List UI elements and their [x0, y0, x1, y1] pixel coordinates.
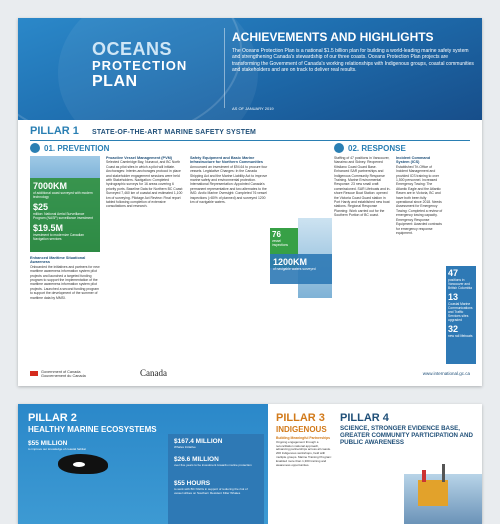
pillar-2-stat-1-caption: to improve our knowledge of coastal habitat [28, 447, 86, 451]
stat-lifeboats-caption: new rail lifeboats [448, 334, 473, 338]
stat-nasp-caption: million: National Aerial Surveillance Program (NASP) surveillance investment [33, 212, 93, 220]
pillar-1-name: STATE-OF-THE-ART MARINE SAFETY SYSTEM [91, 129, 257, 136]
stat-positions-caption: positions in Vancouver and British Columbia [448, 278, 473, 290]
stat-coast-surveyed-caption: of additional coast surveyed with modern technology [33, 191, 93, 199]
prevention-stats-panel [30, 178, 100, 252]
pillar-2-stat-3-caption: over five years to be investment towards marine protection [174, 463, 252, 467]
government-signature [41, 370, 86, 378]
canada-wordmark: Canada [140, 368, 167, 378]
footer [30, 368, 470, 382]
stat-vessel-inspections-caption: vessel inspections [272, 239, 288, 247]
orca-patch [73, 462, 85, 467]
stat-nasp-investment: $25 [33, 202, 49, 212]
pillar-2-subtitle: HEALTHY MARINE ECOSYSTEMS [28, 425, 157, 434]
stat-vessel-inspections: 76 [272, 230, 281, 239]
pillar-4-title: PILLAR 4 [340, 412, 389, 424]
response-col1-text: Staffing of 47 positions in Vancouver, Nanaimo and Sidney. Reopened Kitsilano Coast Guard Base. Enhanced SAR partnerships and Indigenous Community Response Training. Marine Environmental Response: 23 new small craft commissioned. SAR Lifeboats and in-shore Rescue Boat Station: opened the Victoria Coast Guard station in Port Hardy and established new boat stations. Regional Response Planning: Work carried out for the Southern Portion of BC coast. [334, 156, 391, 218]
response-column-2 [396, 156, 444, 235]
pillar-3-heading: Building Meaningful Partnerships [276, 436, 331, 440]
prevention-heading: 01. PREVENTION [44, 144, 110, 153]
pillar-2-stat-3: $26.6 MILLION [174, 456, 219, 463]
pillar-3-column [276, 437, 332, 467]
intro-paragraph: The Oceans Protection Plan is a national $1.5 billion plan for building a world-leading marine safety system and strengthening Canada's stewardship of our three coasts. Oceans Protection Plan projects are transforming the Government of Canada's working relationships with Indigenous groups, coastal communities and stakeholders and are on track to deliver real results. [232, 48, 474, 74]
response-stats-panel [446, 266, 476, 364]
pillar-2-stat-2: $167.4 MILLION [174, 438, 223, 445]
stat-waters-surveyed: 1200KM [273, 257, 308, 267]
response-column-1 [334, 156, 392, 218]
pillar-3-subtitle: INDIGENOUS [276, 425, 327, 434]
col2-text: Selected Cambridge Bay, Nunavut, and BC North Coast as pilot sites in which a pilot will initiate. Anchorages: Interim-anchorages protocol in place and stakeholder engagement sessions were held with Stakeholders. Navigation: Completed hydrographic surveys for 16 areas covering 6 priority ports. Baseline Data for Northern BC Coast: Surveyed 7,460 km of coastal and estimated 1,100 km of surveying. Pilotage Act Review: Final report tabled following completion of extensive consultations and research. [106, 160, 184, 209]
stat-mcts-caption: Coastal Marine Communications and Traffic Services sites upgraded [448, 302, 473, 322]
gov-en: Government of Canada [41, 370, 81, 374]
col3-heading: Safety Equipment and Basic Marine Infrastructure for Northern Communities [190, 156, 263, 165]
website-link[interactable]: www.international.gc.ca [422, 371, 470, 376]
gov-fr: Gouvernement du Canada [41, 374, 86, 379]
canada-flag-icon [30, 371, 38, 376]
prevention-icon [30, 143, 40, 153]
platform-derrick [442, 464, 445, 482]
pillar-2-stat-4-caption: to work with BC NGOs in support of reducing the risk of vessel strikes on Southern Resident Killer Whales [174, 487, 248, 495]
pillar-1-number: PILLAR 1 [30, 125, 79, 137]
poster-page-2 [18, 404, 482, 524]
stat-waters-surveyed-box [270, 254, 332, 284]
pillar-2-stat-4: $55 HOURS [174, 480, 211, 487]
header-divider [224, 28, 225, 108]
platform-structure [418, 480, 448, 506]
response-col2-heading: Incident Command System (ICS) [396, 156, 431, 165]
stat-waters-surveyed-caption: of navigable waters surveyed [273, 267, 316, 271]
pillar-2-stat-1: $55 MILLION [28, 440, 68, 447]
poster-page-1 [18, 18, 482, 386]
stat-positions: 47 [448, 268, 459, 278]
pillar-1-heading [30, 125, 256, 137]
stat-navigation-investment: $19.5M [33, 223, 64, 233]
as-of-date: AS OF JANUARY 2019 [232, 106, 274, 111]
response-heading: 02. RESPONSE [348, 144, 406, 153]
page-headline: ACHIEVEMENTS AND HIGHLIGHTS [232, 30, 434, 44]
pillar-3-title: PILLAR 3 [276, 412, 325, 424]
platform-flare [422, 470, 426, 482]
stat-navigation-caption: investment to modernize Canadian Navigation services [33, 233, 84, 241]
stat-lifeboats: 32 [448, 324, 459, 334]
pillar-4-subtitle: SCIENCE, STRONGER EVIDENCE BASE, GREATER COMMUNITY PARTICIPATION AND PUBLIC AWARENESS [340, 425, 473, 446]
response-col2-text: Established Tri-Office of Incident Management and provided ICS training to over 1,500 personnel. Increased Emergency Towing: The Atlantic Eagle and the Atlantic Raven are in Victoria, BC and have both been fully operational since 2018. Needs Assessment for Emergency Towing: Completed a review of emergency towing capacity. Emergency Response Equipment: Awarded contracts for emergency response equipment. [396, 164, 443, 235]
col1-text: Onboarded the initiatives and partners for new maritime awareness information system pilot projects and launched a targeted funding program to support the implementation of the maritime awareness information system pilot projects. Launched a second funding program to support the development of the summer of maritime data by MMSI. [30, 264, 100, 300]
prevention-column-3 [190, 156, 268, 204]
prevention-column-1 [30, 256, 100, 300]
brand-line-2: PROTECTION [92, 58, 188, 73]
stat-coast-surveyed: 7000KM [33, 181, 68, 191]
col2-heading: Proactive Vessel Management (PVM) [106, 156, 173, 160]
stat-mcts-sites: 13 [448, 292, 459, 302]
section-rule [30, 140, 470, 141]
pillar-3-text: Ongoing engagement through a reconciliation national approach, advancing partnerships across all coasts. 200 Indigenous workshops, held with multiple groups. Marine Training Program: Enabled more than 1,300 training and awareness opportunities. [276, 439, 332, 467]
brand-line-3: PLAN [92, 73, 138, 90]
brand-line-1: OCEANS [92, 39, 173, 59]
col1-heading: Enhanced Maritime Situational Awareness [30, 256, 86, 265]
plan-logo [92, 40, 212, 91]
hero-banner [18, 18, 482, 120]
response-icon [334, 143, 344, 153]
pillar-2-stat-2-caption: Whales Initiative [174, 445, 196, 449]
prevention-column-2 [106, 156, 184, 209]
pillar-2-title: PILLAR 2 [28, 412, 77, 424]
col3-text: Announced an investment of $94.64 to procure four vessels. Legislative Changes: In the Canada Shipping Act and the Marine Liability Act to improve marine safety and environmental protection. International Representation: Appointed Canada's permanent representative and two alternates to the IMO. Arctic Marine Oversight: Completed 76 vessel inspections (>80% of planned) and surveyed 1200 km of navigable waters. [190, 164, 268, 205]
